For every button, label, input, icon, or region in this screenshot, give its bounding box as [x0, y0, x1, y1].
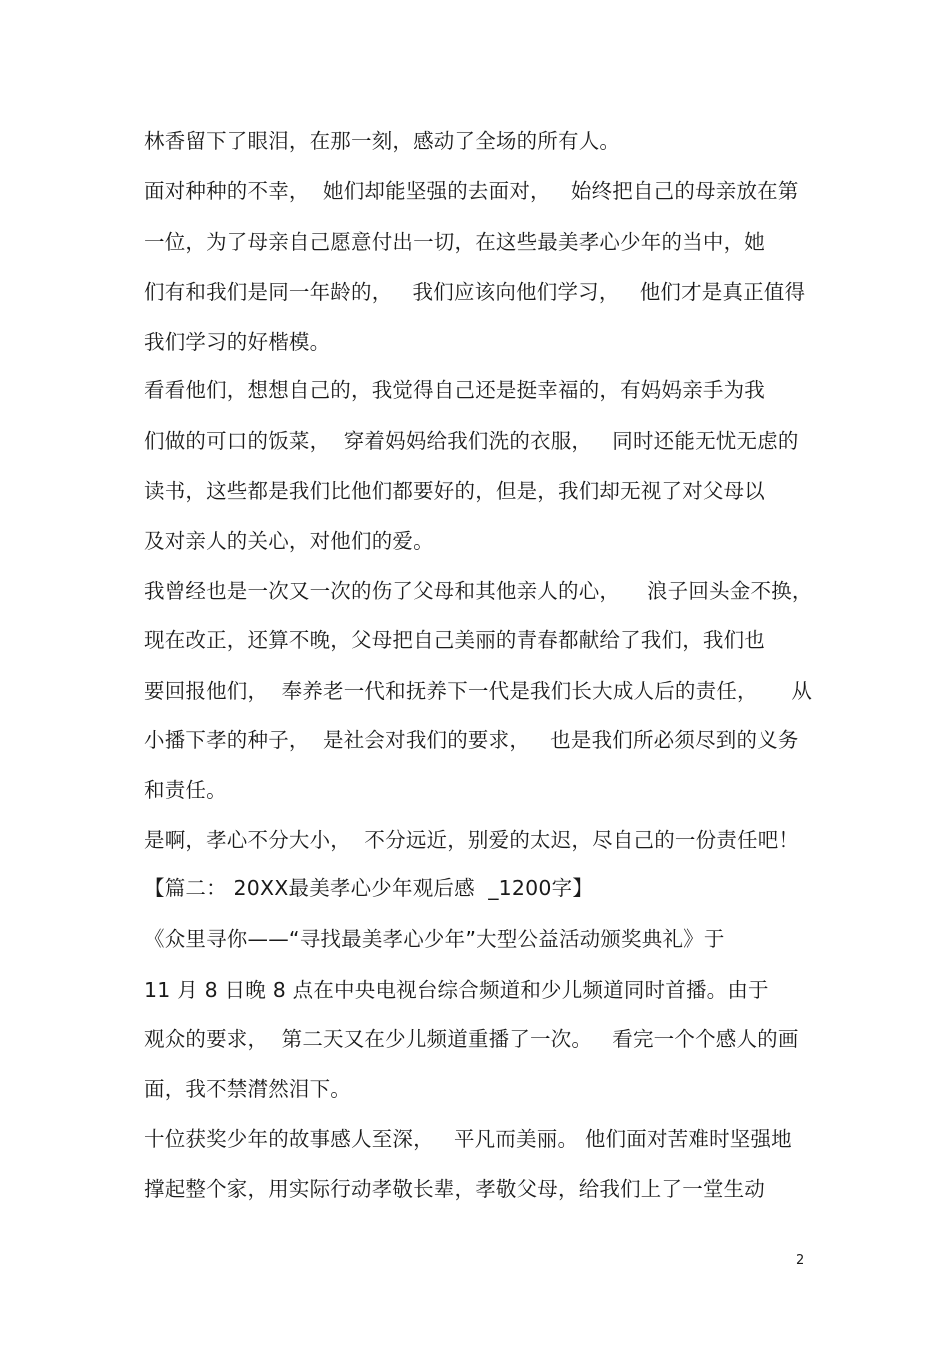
text-line: 一位，为了母亲自己愿意付出一切，在这些最美孝心少年的当中，她 [144, 230, 765, 254]
text-line: 们有和我们是同一年龄的， 我们应该向他们学习， 他们才是真正值得 [144, 280, 806, 304]
text-line: 11 月 8 日晚 8 点在中央电视台综合频道和少儿频道同时首播。由于 [144, 978, 769, 1002]
text-line: 十位获奖少年的故事感人至深， 平凡而美丽。 他们面对苦难时坚强地 [144, 1127, 792, 1151]
text-line: 和责任。 [144, 778, 227, 802]
text-line: 及对亲人的关心，对他们的爱。 [144, 529, 434, 553]
text-line: 面对种种的不幸， 她们却能坚强的去面对， 始终把自己的母亲放在第 [144, 179, 799, 203]
text-line: 要回报他们， 奉养老一代和抚养下一代是我们长大成人后的责任， 从 [144, 679, 813, 703]
text-line: 面，我不禁潸然泪下。 [144, 1077, 351, 1101]
text-line: 我曾经也是一次又一次的伤了父母和其他亲人的心， 浪子回头金不换， [144, 579, 813, 603]
text-line: 小播下孝的种子， 是社会对我们的要求， 也是我们所必须尽到的义务 [144, 728, 799, 752]
page-number: 2 [796, 1253, 805, 1268]
text-line: 们做的可口的饭菜， 穿着妈妈给我们洗的衣服， 同时还能无忧无虑的 [144, 429, 799, 453]
text-line: 撑起整个家，用实际行动孝敬长辈，孝敬父母，给我们上了一堂生动 [144, 1177, 765, 1201]
text-line: 是啊，孝心不分大小， 不分远近，别爱的太迟，尽自己的一份责任吧！ [144, 828, 800, 852]
text-line: 我们学习的好楷模。 [144, 330, 331, 354]
section-heading: 【篇二： 20XX最美孝心少年观后感 _1200字】 [144, 876, 594, 900]
text-line: 读书，这些都是我们比他们都要好的，但是，我们却无视了对父母以 [144, 479, 765, 503]
text-line: 看看他们，想想自己的，我觉得自己还是挺幸福的，有妈妈亲手为我 [144, 378, 765, 402]
text-line: 观众的要求， 第二天又在少儿频道重播了一次。 看完一个个感人的画 [144, 1027, 799, 1051]
text-line: 现在改正，还算不晚，父母把自己美丽的青春都献给了我们，我们也 [144, 628, 765, 652]
text-line: 《众里寻你——“寻找最美孝心少年”大型公益活动颁奖典礼》于 [144, 927, 725, 951]
text-line: 林香留下了眼泪，在那一刻，感动了全场的所有人。 [144, 129, 621, 153]
